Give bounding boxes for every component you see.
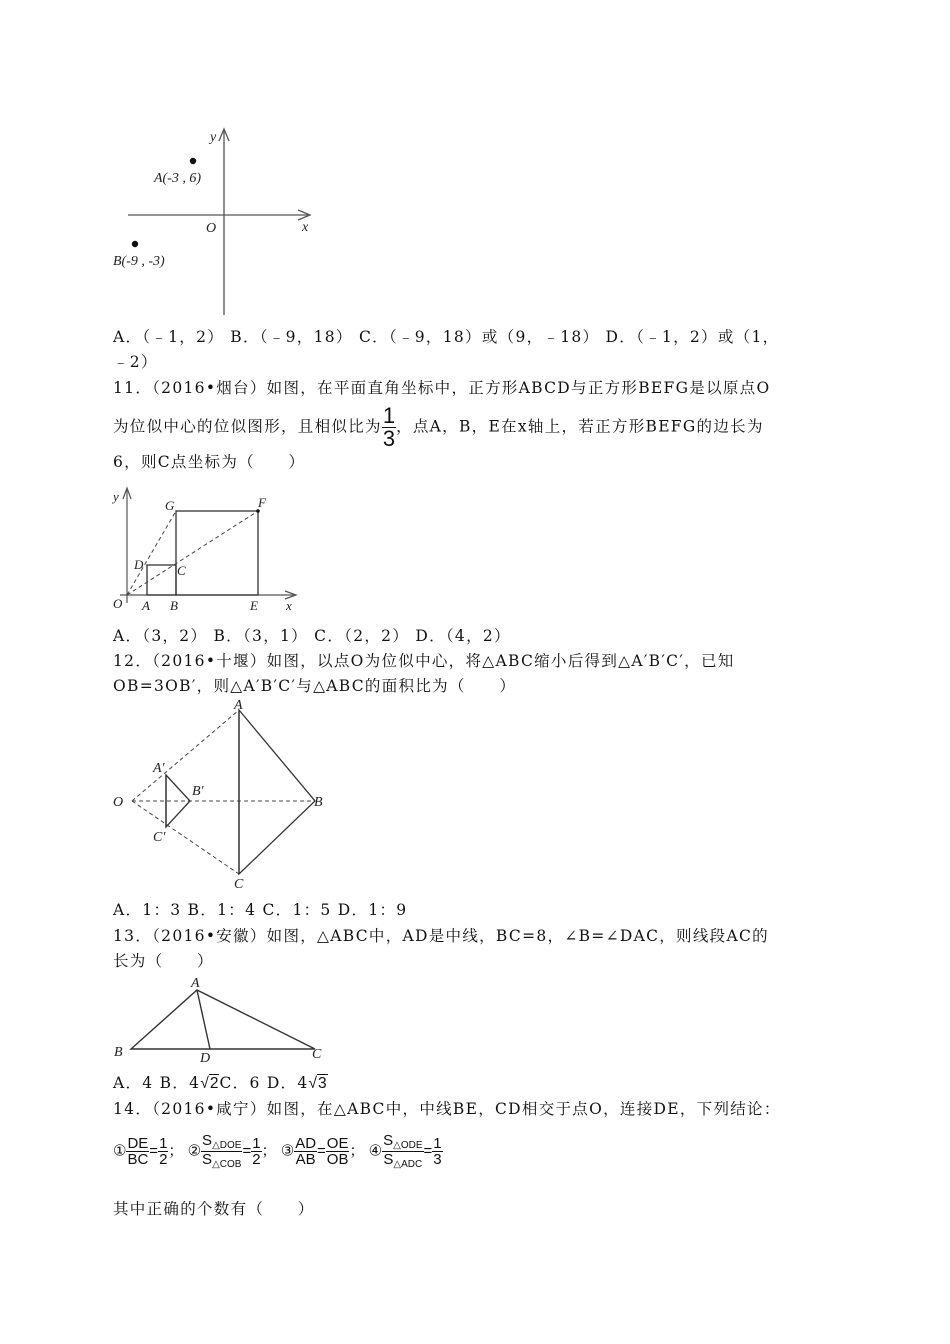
c3-eq: =	[317, 1142, 326, 1160]
q12-options: A．1：3 B．1：4 C．1：5 D．1：9	[113, 901, 408, 919]
c2-num: S	[202, 1132, 213, 1149]
label-e: E	[250, 598, 258, 613]
c2-den-sub: △COB	[212, 1159, 242, 1170]
c3-den: AB	[295, 1151, 316, 1168]
label-x: x	[286, 598, 292, 613]
q13-opt-c: C．6 D．4	[219, 1074, 309, 1092]
label-o: O	[113, 795, 124, 810]
c3-sep: ；	[349, 1142, 365, 1160]
q13-opt-a: A．4 B．4	[113, 1074, 201, 1092]
q11-line2-post: ，点A，B，E在x轴上，若正方形BEFG的边长为	[396, 417, 764, 436]
q13-line1: 13．（2016•安徽）如图，△ABC中，AD是中线，BC=8，∠B=∠DAC，则线段AC的	[113, 927, 769, 945]
label-c-prime: C′	[153, 830, 166, 845]
label-a: A	[142, 598, 150, 613]
label-b: B	[170, 598, 178, 613]
y-axis-label: y	[210, 130, 217, 145]
c4-num: S	[383, 1132, 394, 1149]
q10-options-line2: ﹣2）	[113, 353, 158, 371]
coordinate-figure-q10	[110, 125, 330, 320]
c3-num: AD	[295, 1135, 317, 1152]
label-c: C	[177, 563, 186, 578]
c1-sep: ；	[168, 1142, 184, 1160]
q14-conclusions	[113, 1133, 443, 1170]
c1-den: BC	[127, 1151, 149, 1168]
c4-den: S	[383, 1151, 394, 1168]
q11-line3: 6，则C点坐标为（ ）	[113, 453, 306, 471]
ratio-numerator: 1	[382, 403, 396, 428]
point-a-label: A(-3 , 6)	[154, 171, 202, 186]
label-c: C	[312, 1047, 322, 1062]
c3-rden: OB	[326, 1151, 349, 1168]
label-o: O	[113, 596, 123, 611]
label-f: F	[258, 495, 266, 510]
c2-den: S	[202, 1151, 213, 1168]
x-axis-label: x	[302, 220, 309, 235]
q10-options-line1: A．（﹣1，2） B．（﹣9，18） C．（﹣9，18）或（9，﹣18） D．（﹣1，2）或（1，	[113, 328, 780, 346]
q14-line3: 其中正确的个数有（ ）	[113, 1200, 315, 1218]
label-d: D	[200, 1051, 211, 1066]
c4-eq: =	[423, 1142, 433, 1160]
q13-radicand-b: 2	[209, 1075, 219, 1092]
q12-line2: OB=3OB′，则△A′B′C′与△ABC的面积比为（ ）	[113, 677, 517, 695]
c2-num-sub: △DOE	[212, 1140, 242, 1151]
c4-mark: ④	[368, 1142, 383, 1160]
q14-line1: 14．（2016•咸宁）如图，在△ABC中，中线BE，CD相交于点O，连接DE，下列结论：	[113, 1100, 781, 1118]
squares-figure-q11	[110, 483, 310, 618]
q13-radicand-d: 3	[318, 1075, 327, 1092]
label-b: B	[114, 1045, 123, 1060]
c2-mark: ②	[187, 1142, 202, 1160]
label-b-prime: B′	[192, 784, 204, 799]
label-c: C	[234, 877, 244, 892]
c3-rnum: OE	[326, 1135, 349, 1152]
c3-mark: ③	[280, 1142, 295, 1160]
label-y: y	[113, 489, 119, 504]
origin-label: O	[206, 221, 217, 236]
c1-rden: 2	[159, 1151, 168, 1168]
c4-rnum: 1	[433, 1135, 442, 1152]
c2-eq: =	[242, 1142, 252, 1160]
c1-num: DE	[127, 1135, 149, 1152]
q12-line1: 12．（2016•十堰）如图，以点O为位似中心，将△ABC缩小后得到△A′B′C′，已知	[113, 652, 735, 670]
point-a	[190, 158, 196, 164]
c2-sep: ；	[261, 1142, 277, 1160]
point-b	[132, 241, 138, 247]
label-a: A	[191, 976, 200, 991]
c1-eq: =	[149, 1142, 159, 1160]
label-a-prime: A′	[153, 761, 165, 776]
homothety-figure-q12	[110, 697, 340, 897]
ratio-denominator: 3	[382, 426, 396, 451]
point-b-label: B(-9 , -3)	[113, 254, 165, 269]
label-a: A	[234, 698, 243, 713]
c4-rden: 3	[433, 1151, 442, 1168]
label-g: G	[165, 498, 175, 513]
triangle-figure-q13	[110, 973, 340, 1068]
label-d: D	[134, 557, 144, 572]
c2-rden: 2	[252, 1151, 261, 1168]
q11-line1: 11．（2016•烟台）如图，在平面直角坐标中，正方形ABCD与正方形BEFG是以原点O	[113, 379, 771, 397]
c1-rnum: 1	[159, 1135, 168, 1152]
q13-options: A．4 B．4√2C．6 D．4√3	[113, 1074, 327, 1092]
c2-rnum: 1	[252, 1135, 261, 1152]
c1-mark: ①	[113, 1142, 127, 1160]
c4-den-sub: △ADC	[393, 1159, 423, 1170]
label-b: B	[314, 795, 323, 810]
ratio-fraction	[382, 405, 396, 450]
q11-line2	[113, 405, 764, 450]
q13-line2: 长为（ ）	[113, 952, 214, 970]
q11-line2-pre: 为位似中心的位似图形，且相似比为	[113, 417, 382, 436]
c4-num-sub: △ODE	[393, 1140, 423, 1151]
q11-options: A．（3，2） B．（3，1） C．（2，2） D．（4，2）	[113, 627, 511, 645]
